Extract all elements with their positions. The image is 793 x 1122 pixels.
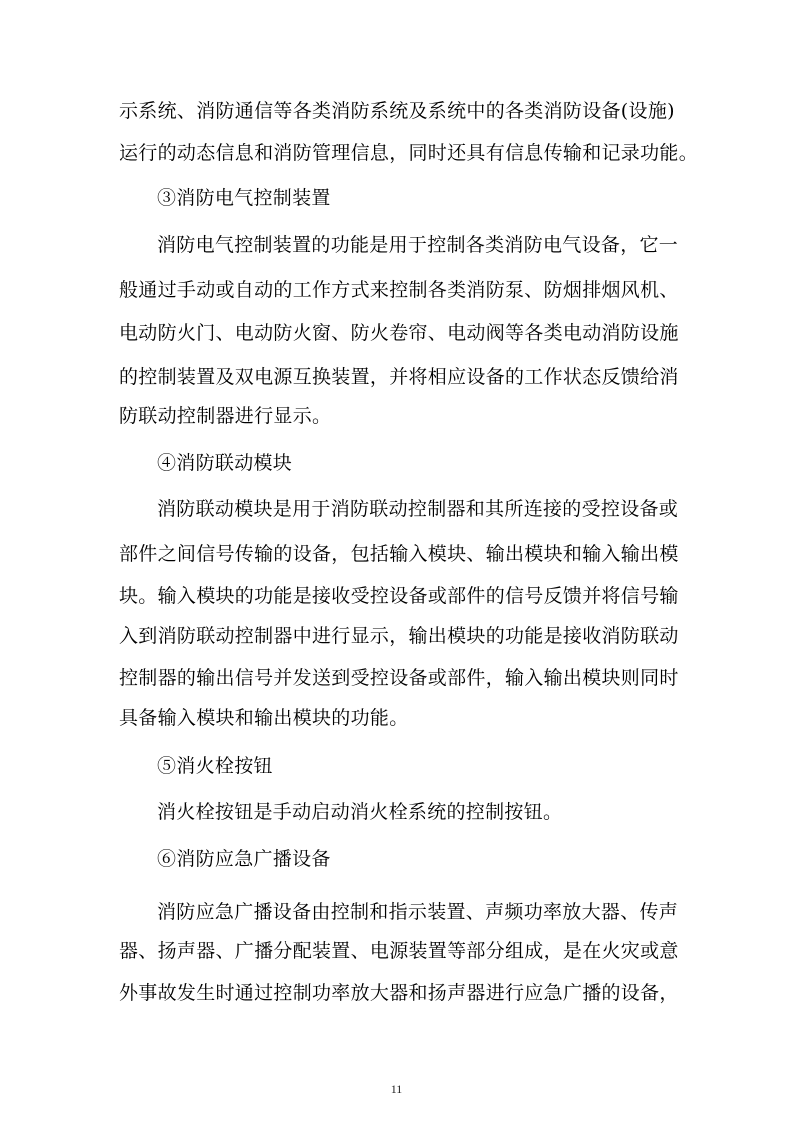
page-number: 11 [390, 1082, 403, 1096]
text-line: 的控制装置及双电源互换装置，并将相应设备的工作状态反馈给消 [119, 366, 679, 388]
text-line: 部件之间信号传输的设备，包括输入模块、输出模块和输入输出模 [119, 543, 679, 565]
text-line: 电动防火门、电动防火窗、防火卷帘、电动阀等各类电动消防设施 [119, 322, 679, 344]
text-line: 控制器的输出信号并发送到受控设备或部件，输入输出模块则同时 [119, 667, 679, 689]
section-heading: ⑤消火栓按钮 [157, 755, 273, 777]
text-line: 防联动控制器进行显示。 [119, 405, 332, 427]
text-line: 运行的动态信息和消防管理信息，同时还具有信息传输和记录功能。 [119, 142, 699, 164]
text-line: 器、扬声器、广播分配装置、电源装置等部分组成，是在火灾或意 [119, 940, 679, 962]
section-heading: ⑥消防应急广播设备 [157, 848, 331, 870]
text-line: 块。输入模块的功能是接收受控设备或部件的信号反馈并将信号输 [119, 585, 679, 607]
text-line: 般通过手动或自动的工作方式来控制各类消防泵、防烟排烟风机、 [119, 279, 679, 301]
text-line: 消防电气控制装置的功能是用于控制各类消防电气设备，它一 [157, 234, 679, 256]
section-heading: ④消防联动模块 [157, 452, 293, 474]
text-line: 消防联动模块是用于消防联动控制器和其所连接的受控设备或 [157, 498, 679, 520]
section-heading: ③消防电气控制装置 [157, 187, 331, 209]
text-line: 示系统、消防通信等各类消防系统及系统中的各类消防设备(设施) [119, 100, 675, 122]
text-line: 具备输入模块和输出模块的功能。 [119, 707, 409, 729]
text-line: 消火栓按钮是手动启动消火栓系统的控制按钮。 [157, 801, 563, 823]
text-line: 消防应急广播设备由控制和指示装置、声频功率放大器、传声 [157, 901, 679, 923]
text-line: 外事故发生时通过控制功率放大器和扬声器进行应急广播的设备， [119, 982, 679, 1004]
text-line: 入到消防联动控制器中进行显示，输出模块的功能是接收消防联动 [119, 625, 679, 647]
